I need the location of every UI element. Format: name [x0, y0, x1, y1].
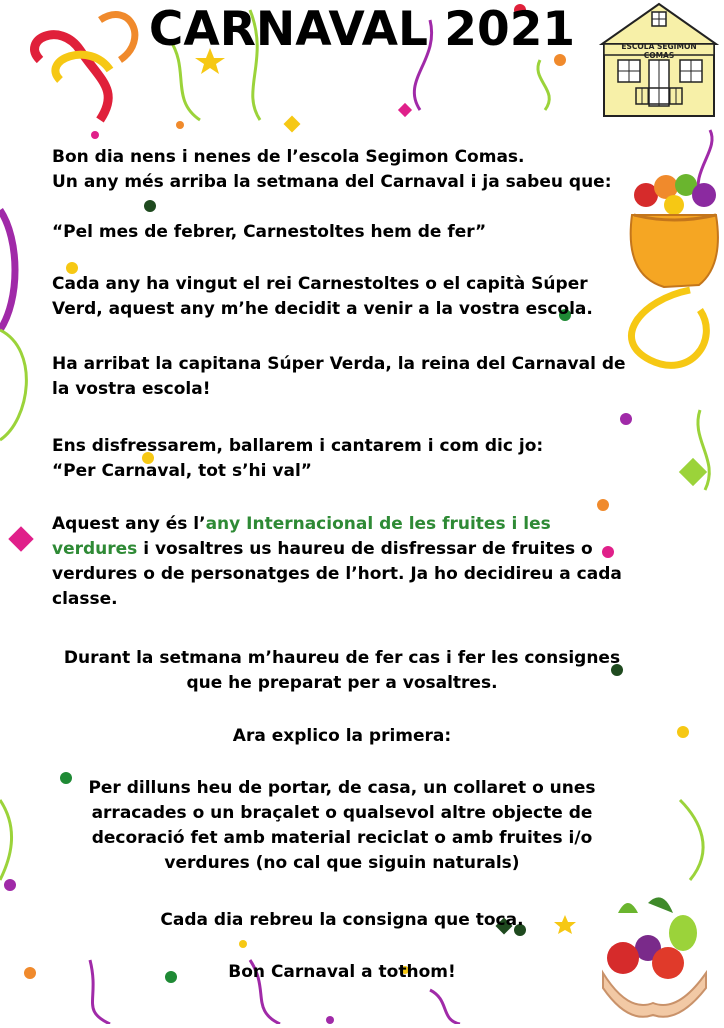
daily-paragraph	[52, 908, 632, 933]
week-text: Durant la setmana m’haureu de fer cas i fer les consignes que he preparat per a vosaltres.	[63, 648, 621, 693]
greeting-paragraph	[52, 145, 632, 195]
first-text: Ara explico la primera:	[232, 726, 452, 746]
monday-paragraph	[72, 776, 612, 876]
year-text	[52, 512, 622, 612]
week-paragraph	[52, 646, 632, 696]
first-paragraph	[52, 724, 632, 749]
school-building-icon	[598, 2, 720, 120]
daily-text: Cada dia rebreu la consigna que toca.	[160, 910, 524, 930]
page-title: CARNAVAL 2021	[148, 2, 576, 57]
quote-text: “Pel mes de febrer, Carnestoltes hem de fer”	[52, 222, 487, 242]
greeting-line-2: Un any més arriba la setmana del Carnaval i ja sabeu que:	[52, 172, 612, 192]
school-name: ESCOLA SEGIMON COMAS	[621, 42, 697, 60]
queen-text: Ha arribat la capitana Súper Verda, la reina del Carnaval de la vostra escola!	[52, 354, 626, 399]
vegetable-basket-icon	[624, 165, 724, 295]
year-text-end: i vosaltres us haureu de disfressar de fruites o verdures o de personatges de l’hort. Ja ho decidireu a cada classe.	[52, 539, 622, 609]
monday-text: Per dilluns heu de portar, de casa, un collaret o unes arracades o un braçalet o qualsevol altre objecte de decoració fet amb material reciclat o amb fruites i/o verdures (no cal que siguin naturals)	[88, 778, 596, 873]
king-text: Cada any ha vingut el rei Carnestoltes o el capità Súper Verd, aquest any m’he decidit a venir a la vostra escola.	[52, 274, 593, 319]
year-highlight: any Internacional de les fruites i les verdures	[52, 514, 551, 559]
year-paragraph	[52, 512, 622, 612]
dance-paragraph	[52, 434, 592, 484]
closing-paragraph	[52, 960, 632, 985]
year-text-start: Aquest any és l’	[52, 514, 206, 534]
king-paragraph	[52, 272, 627, 322]
closing-text: Bon Carnaval a tothom!	[228, 962, 456, 982]
quote-paragraph	[52, 220, 632, 245]
greeting-line-1: Bon dia nens i nenes de l’escola Segimon Comas.	[52, 147, 525, 167]
dance-text: Ens disfressarem, ballarem i cantarem i com dic jo: “Per Carnaval, tot s’hi val”	[52, 436, 544, 481]
queen-paragraph	[52, 352, 632, 402]
